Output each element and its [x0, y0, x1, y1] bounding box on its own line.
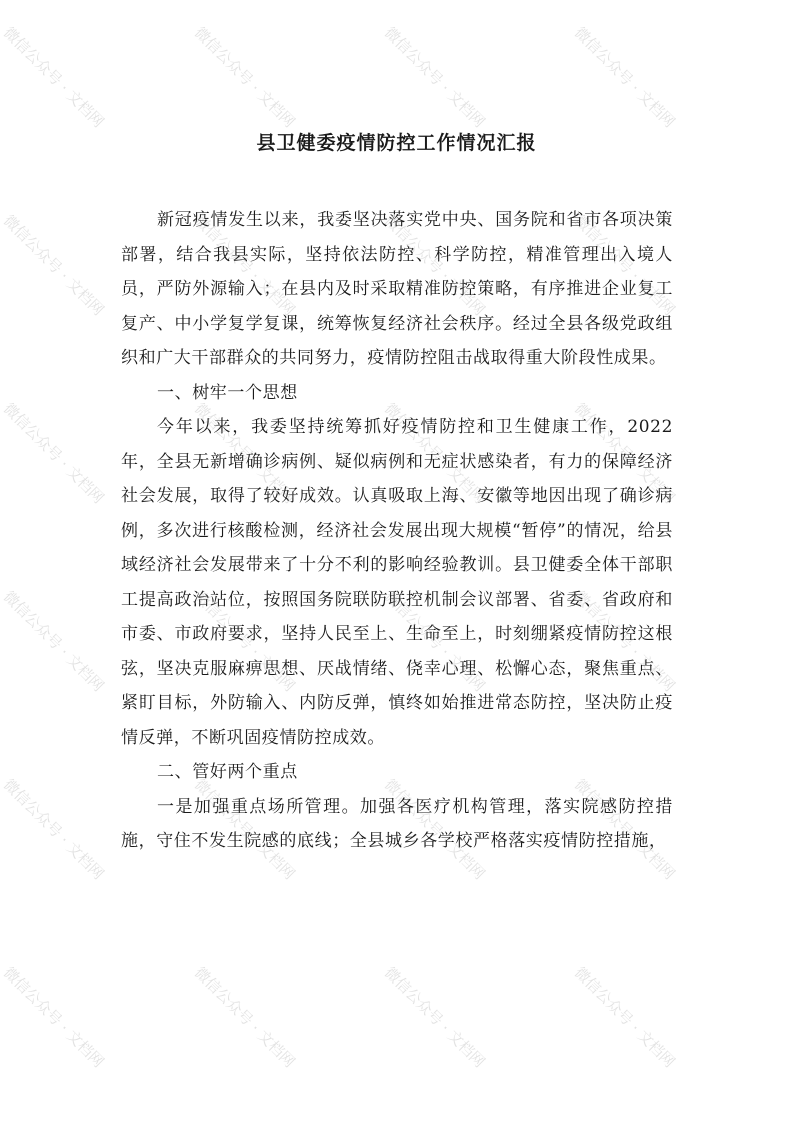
document-title: 县卫健委疫情防控工作情况汇报: [256, 132, 537, 154]
watermark-text: 微信公众号 · 文档网: [380, 399, 489, 508]
section-heading-1: 一、树牢一个思想: [157, 382, 298, 403]
paragraph-section-1: 今年以来，我委坚持统筹抓好疫情防控和卫生健康工作，2022年，全县无新增确诊病例、疑似病例和无症状感染者，有力的保障经济社会发展，取得了较好成效。认真吸取上海、安徽等地因出现了确诊病例，多次进行核酸检测，经济社会发展出现大规模“暂停”的情况，给县域经济社会发展带来了十分不利的影响经验教训。县卫健委全体干部职工提高政治站位，按照国务院联防联控机制会议部署、省委、省政府和市委、市政府要求，坚持人民至上、生命至上，时刻绷紧疫情防控这根弦，坚决克服麻痹思想、厌战情绪、侥幸心理、松懈心态，聚焦重点、紧盯目标，外防输入、内防反弹，慎终如始推进常态防控，坚决防止疫情反弹，不断巩固疫情防控成效。: [121, 417, 673, 748]
section-heading-2: 二、管好两个重点: [157, 762, 298, 782]
watermark-text: 微信公众号 · 文档网: [380, 211, 489, 320]
watermark-text: 微信公众号 · 文档网: [190, 963, 299, 1072]
watermark-text: 微信公众号 · 文档网: [190, 23, 299, 132]
watermark-text: 微信公众号 · 文档网: [570, 211, 679, 320]
watermark-text: 微信公众号 · 文档网: [380, 587, 489, 696]
paragraph-section-2: 一是加强重点场所管理。加强各医疗机构管理，落实院感防控措施，守住不发生院感的底线；全县城乡各学校严格落实疫情防控措施，: [121, 796, 673, 851]
watermark-text: 微信公众号 · 文档网: [570, 587, 679, 696]
document-body: [121, 203, 673, 859]
watermark-text: 微信公众号 · 文档网: [0, 963, 108, 1072]
watermark-text: 微信公众号 · 文档网: [570, 23, 679, 132]
watermark-text: 微信公众号 · 文档网: [570, 775, 679, 884]
watermark-text: 微信公众号 · 文档网: [380, 23, 489, 132]
watermark-text: 微信公众号 · 文档网: [380, 963, 489, 1072]
watermark-text: 微信公众号 · 文档网: [190, 775, 299, 884]
watermark-text: 微信公众号 · 文档网: [0, 775, 108, 884]
watermark-text: 微信公众号 · 文档网: [190, 211, 299, 320]
watermark-text: 微信公众号 · 文档网: [0, 211, 108, 320]
watermark-text: 微信公众号 · 文档网: [0, 587, 108, 696]
watermark-text: 微信公众号 · 文档网: [0, 23, 108, 132]
paragraph-intro: 新冠疫情发生以来，我委坚决落实党中央、国务院和省市各项决策部署，结合我县实际，坚持依法防控、科学防控，精准管理出入境人员，严防外源输入；在县内及时采取精准防控策略，有序推进企业复工复产、中小学复学复课，统筹恢复经济社会秩序。经过全县各级党政组织和广大干部群众的共同努力，疫情防控阻击战取得重大阶段性成果。: [121, 210, 673, 368]
watermark-text: 微信公众号 · 文档网: [570, 399, 679, 508]
watermark-text: 微信公众号 · 文档网: [0, 399, 108, 508]
watermark-text: 微信公众号 · 文档网: [190, 587, 299, 696]
watermark-text: 微信公众号 · 文档网: [190, 399, 299, 508]
watermark-text: 微信公众号 · 文档网: [570, 963, 679, 1072]
watermark-text: 微信公众号 · 文档网: [380, 775, 489, 884]
